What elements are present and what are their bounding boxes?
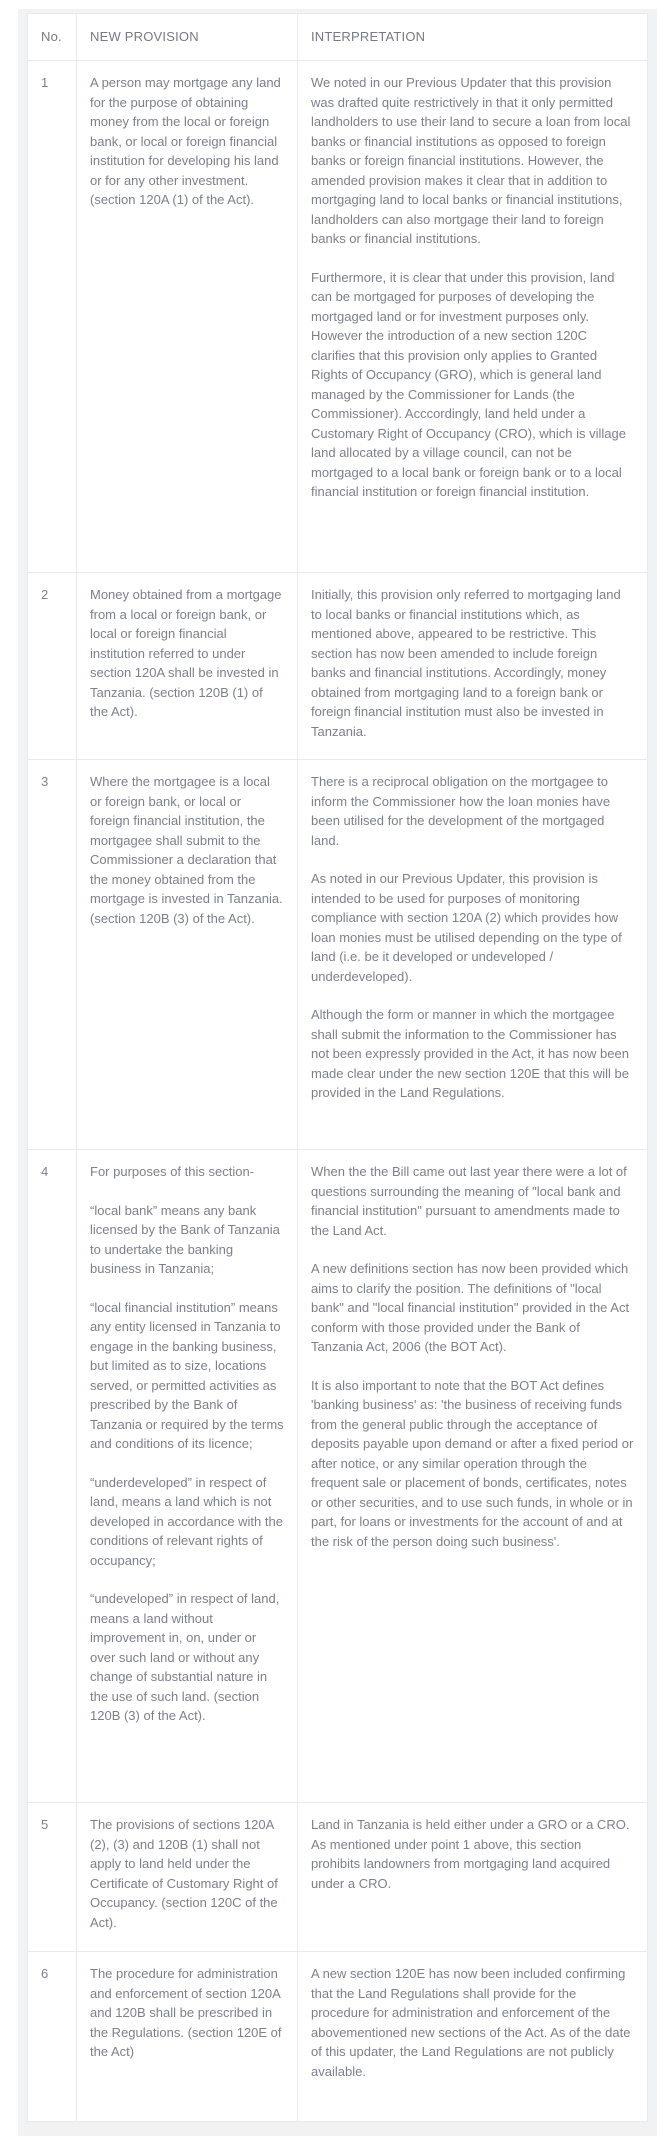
new-provision-cell (77, 61, 298, 573)
provision-paragraph: “local bank” means any bank licensed by the Bank of Tanzania to undertake the banking business in Tanzania; (90, 1202, 280, 1276)
row-number-cell: 4 (28, 1150, 77, 1803)
column-header-no: No. (28, 14, 77, 61)
provision-paragraph: Money obtained from a mortgage from a local or foreign bank, or local or foreign financial institution referred to under section 120A shall be invested in Tanzania. (section 120B (1) of the Act). (90, 587, 282, 719)
interpretation-paragraph: Initially, this provision only referred to mortgaging land to local banks or financial institutions which, as mentioned above, appeared to be restrictive. This section has now been amended to include foreign banks and financial institutions. Accordingly, money obtained from mortgaging land to a foreign bank or foreign financial institution must also be invested in Tanzania. (311, 587, 621, 739)
provisions-table-frame (18, 9, 657, 2136)
column-header-interpretation: INTERPRETATION (298, 14, 648, 61)
interpretation-cell (298, 1803, 648, 1952)
interpretation-paragraph: There is a reciprocal obligation on the mortgagee to inform the Commissioner how the loan monies have been utilised for the development of the mortgaged land. (311, 774, 611, 848)
table-body (28, 61, 648, 2122)
provision-paragraph: Where the mortgagee is a local or foreign bank, or local or foreign financial institution, the mortgagee shall submit to the Commissioner a declaration that the money obtained from the mortgage is invested in Tanzania. (section 120B (3) of the Act). (90, 774, 283, 926)
provisions-table (27, 13, 648, 2122)
table-header (28, 14, 648, 61)
new-provision-cell (77, 1803, 298, 1952)
table-row (28, 1803, 648, 1952)
interpretation-paragraph: Furthermore, it is clear that under this provision, land can be mortgaged for purposes of developing the mortgaged land or for investment purposes only. However the introduction of a new section 120C clarifies that this provision only applies to Granted Rights of Occupancy (GRO), which is general land managed by the Commissioner for Lands (the Commissioner). Acccordingly, land held under a Customary Right of Occupancy (CRO), which is village land allocated by a village council, can not be mortgaged to a local bank or foreign bank or to a local financial institution or foreign financial institution. (311, 269, 626, 499)
row-number-cell: 2 (28, 573, 77, 760)
provision-paragraph: The procedure for administration and enforcement of section 120A and 120B shall be prescribed in the Regulations. (section 120E of the Act) (90, 1966, 282, 2059)
table-row (28, 573, 648, 760)
interpretation-cell (298, 61, 648, 573)
interpretation-paragraph: We noted in our Previous Updater that this provision was drafted quite restrictively in that it only permitted landholders to use their land to secure a loan from local banks or financial institutions as opposed to foreign banks or foreign financial institutions. However, the amended provision makes it clear that in addition to mortgaging land to local banks or financial institutions, landholders can also mortgage their land to foreign banks or financial institutions. (311, 75, 631, 246)
interpretation-paragraph: It is also important to note that the BOT Act defines 'banking business' as: 'the business of receiving funds from the general public through the acceptance of deposits payable upon demand or after a fixed period or after notice, or any similar operation through the frequent sale or placement of bonds, certificates, notes or other securities, and to use such funds, in whole or in part, for loans or investments for the account of and at the risk of the person doing such business'. (311, 1377, 634, 1549)
row-number-cell: 1 (28, 61, 77, 573)
row-number-cell: 6 (28, 1952, 77, 2122)
interpretation-cell (298, 1150, 648, 1803)
provision-paragraph: “underdeveloped” in respect of land, means a land which is not developed in accordance with the conditions of relevant rights of occupancy; (90, 1474, 283, 1568)
provision-paragraph: A person may mortgage any land for the purpose of obtaining money from the local or foreign bank, or local or foreign financial institution for developing his land or for any other investment. (section 120A (1) of the Act). (90, 75, 281, 207)
row-number-cell: 3 (28, 760, 77, 1150)
interpretation-cell (298, 760, 648, 1150)
provision-paragraph: “local financial institution” means any entity licensed in Tanzania to engage in the banking business, but limited as to size, locations served, or permitted activities as prescribed by the Bank of Tanzania or required by the terms and conditions of its licence; (90, 1299, 284, 1451)
row-number-cell: 5 (28, 1803, 77, 1952)
interpretation-paragraph: As noted in our Previous Updater, this provision is intended to be used for purposes of monitoring compliance with section 120A (2) which provides how loan monies must be utilised depending on the type of land (i.e. be it developed or undeveloped / underdeveloped). (311, 871, 622, 984)
table-header-row (28, 14, 648, 61)
interpretation-paragraph: A new section 120E has now been included confirming that the Land Regulations shall provide for the procedure for administration and enforcement of the abovementioned new sections of the Act. As of the date of this updater, the Land Regulations are not publicly available. (311, 1966, 631, 2079)
interpretation-paragraph: Land in Tanzania is held either under a GRO or a CRO. As mentioned under point 1 above, this section prohibits landowners from mortgaging land acquired under a CRO. (311, 1817, 630, 1891)
new-provision-cell (77, 1952, 298, 2122)
interpretation-cell (298, 1952, 648, 2122)
provision-paragraph: The provisions of sections 120A (2), (3) and 120B (1) shall not apply to land held under the Certificate of Customary Right of Occupancy. (section 120C of the Act). (90, 1817, 278, 1930)
table-row (28, 61, 648, 573)
table-row (28, 760, 648, 1150)
interpretation-paragraph: When the the Bill came out last year there were a lot of questions surrounding the meaning of "local bank and financial institution" pursuant to amendments made to the Land Act. (311, 1164, 627, 1238)
provision-paragraph: “undeveloped” in respect of land, means a land without improvement in, on, under or over such land or without any change of substantial nature in the use of such land. (section 120B (3) of the Act). (90, 1591, 280, 1723)
table-row (28, 1952, 648, 2122)
table-row (28, 1150, 648, 1803)
new-provision-cell (77, 573, 298, 760)
interpretation-paragraph: A new definitions section has now been provided which aims to clarify the position. The definitions of "local bank" and "local financial institution" provided in the Act conform with those provided under the Bank of Tanzania Act, 2006 (the BOT Act). (311, 1261, 630, 1354)
new-provision-cell (77, 1150, 298, 1803)
provision-paragraph: For purposes of this section- (90, 1164, 255, 1179)
new-provision-cell (77, 760, 298, 1150)
interpretation-cell (298, 573, 648, 760)
interpretation-paragraph: Although the form or manner in which the mortgagee shall submit the information to the Commissioner has not been expressly provided in the Act, it has now been made clear under the new section 120E that this will be provided in the Land Regulations. (311, 1007, 629, 1100)
column-header-new-provision: NEW PROVISION (77, 14, 298, 61)
